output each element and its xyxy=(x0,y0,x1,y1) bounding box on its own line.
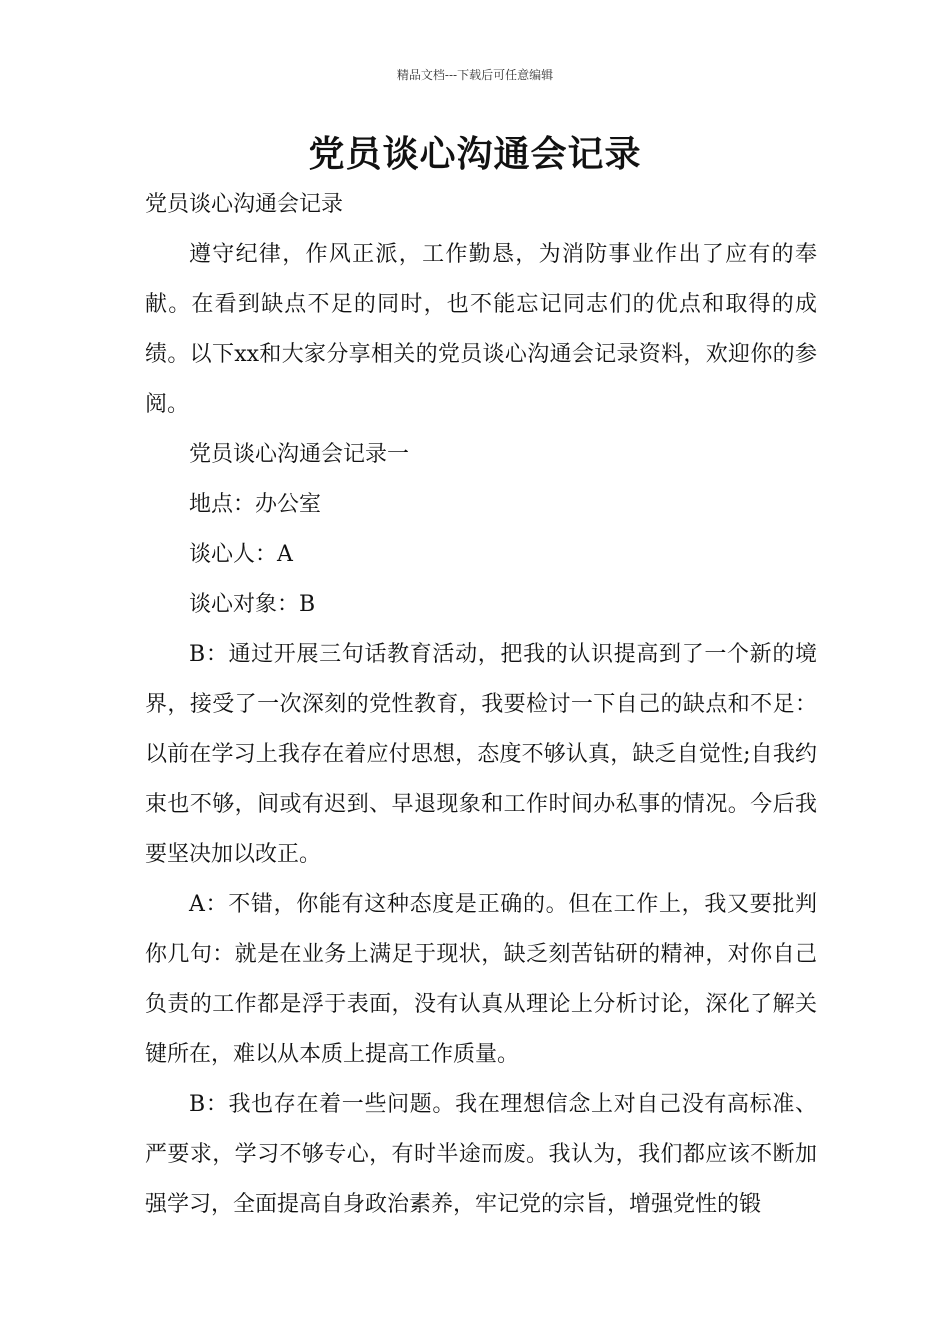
intro-paragraph: 遵守纪律，作风正派，工作勤恳，为消防事业作出了应有的奉献。在看到缺点不足的同时，也不能忘记同志们的优点和取得的成绩。以下xx和大家分享相关的党员谈心沟通会记录资料，欢迎你的参阅。 xyxy=(145,242,817,417)
section-heading: 党员谈心沟通会记录一 xyxy=(189,442,410,467)
subtitle-paragraph: 党员谈心沟通会记录 xyxy=(145,192,344,217)
dialogue-paragraph: B：我也存在着一些问题。我在理想信念上对自己没有高标准、严要求，学习不够专心，有时半途而废。我认为，我们都应该不断加强学习，全面提高自身政治素养，牢记党的宗旨，增强党性的锻 xyxy=(145,1092,817,1217)
target-line: 谈心对象：B xyxy=(189,592,316,617)
location-line: 地点：办公室 xyxy=(189,492,322,517)
dialogue-paragraph: A：不错，你能有这种态度是正确的。但在工作上，我又要批判你几句：就是在业务上满足于现状，缺乏刻苦钻研的精神，对你自己负责的工作都是浮于表面，没有认真从理论上分析讨论，深化了解关键所在，难以从本质上提高工作质量。 xyxy=(145,892,817,1067)
header-note: 精品文档---下载后可任意编辑 xyxy=(396,68,554,82)
speaker-line: 谈心人：A xyxy=(189,542,293,567)
document-body xyxy=(145,180,817,1230)
document-title: 党员谈心沟通会记录 xyxy=(308,133,642,175)
dialogue-paragraph: B：通过开展三句话教育活动，把我的认识提高到了一个新的境界，接受了一次深刻的党性教育，我要检讨一下自己的缺点和不足：以前在学习上我存在着应付思想，态度不够认真，缺乏自觉性;自我约束也不够，间或有迟到、早退现象和工作时间办私事的情况。今后我要坚决加以改正。 xyxy=(145,642,817,867)
